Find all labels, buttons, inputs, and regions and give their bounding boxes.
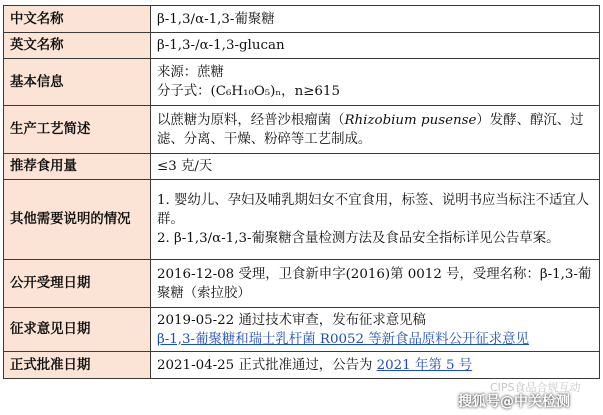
table-row <box>4 180 600 260</box>
novel-food-info-table <box>3 5 600 379</box>
row-value <box>151 260 600 308</box>
value-text: 2019-05-22 通过技术审查，发布征求意见稿 <box>157 312 426 328</box>
row-value <box>151 352 600 379</box>
value-text: 以蔗糖为原料，经普沙根瘤菌（ <box>157 112 345 128</box>
value-line <box>157 111 593 149</box>
row-label: 正式批准日期 <box>4 352 151 379</box>
row-value <box>151 308 600 352</box>
watermark-main: 搜狐号@中关检测 <box>458 394 570 410</box>
row-label: 生产工艺简述 <box>4 106 151 154</box>
table-row <box>4 33 600 59</box>
value-line <box>157 10 593 29</box>
table-row <box>4 154 600 180</box>
row-label: 推荐食用量 <box>4 154 151 180</box>
row-label: 征求意见日期 <box>4 308 151 352</box>
species-name: Rhizobium pusense <box>344 112 477 128</box>
table-row <box>4 59 600 106</box>
value-line <box>157 229 593 248</box>
value-text: β-1,3/α-1,3-葡聚糖 <box>157 11 275 27</box>
row-label: 中文名称 <box>4 6 151 33</box>
announcement-link[interactable]: β-1,3-葡聚糖和瑞士乳杆菌 R0052 等新食品原料公开征求意见 <box>157 331 529 347</box>
value-line <box>157 356 593 375</box>
value-text: ）发酵、醇沉、过滤、分离、干燥、粉碎等工艺制成。 <box>157 112 584 147</box>
value-line <box>157 265 593 303</box>
value-line <box>157 191 593 229</box>
row-value <box>151 59 600 106</box>
row-value <box>151 33 600 59</box>
value-line <box>157 330 593 349</box>
row-value <box>151 106 600 154</box>
value-text: ≤3 克/天 <box>157 159 213 174</box>
value-text: 1. 婴幼儿、孕妇及哺乳期妇女不宜食用，标签、说明书应当标注不适宜人群。 <box>157 193 590 227</box>
value-line <box>157 311 593 330</box>
value-text: β-1,3-/α-1,3-glucan <box>157 38 285 53</box>
table-row <box>4 260 600 308</box>
row-value <box>151 6 600 33</box>
row-label: 公开受理日期 <box>4 260 151 308</box>
table-row <box>4 106 600 154</box>
value-text: 2016-12-08 受理，卫食新申字(2016)第 0012 号，受理名称：β-1,3-葡聚糖（索拉胶） <box>157 266 592 301</box>
value-text: 2. β-1,3/α-1,3-葡聚糖含量检测方法及食品安全指标详见公告草案。 <box>157 231 560 246</box>
row-value <box>151 180 600 260</box>
row-label: 英文名称 <box>4 33 151 59</box>
row-label: 其他需要说明的情况 <box>4 180 151 260</box>
table-row <box>4 352 600 379</box>
announcement-link[interactable]: 2021 年第 5 号 <box>376 357 473 373</box>
value-text: 分子式：(C₆H₁₀O₅)ₙ，n≥615 <box>157 84 340 99</box>
table-row <box>4 308 600 352</box>
row-value <box>151 154 600 180</box>
value-line <box>157 63 593 82</box>
watermark <box>418 383 603 411</box>
value-line <box>157 36 593 55</box>
value-text: 2021-04-25 正式批准通过，公告为 <box>157 357 377 373</box>
watermark-faint: CIPS食品合规互动 <box>490 381 581 394</box>
value-line <box>157 157 593 176</box>
value-text: 来源：蔗糖 <box>157 65 224 80</box>
value-line <box>157 82 593 101</box>
row-label: 基本信息 <box>4 59 151 106</box>
table-row <box>4 6 600 33</box>
